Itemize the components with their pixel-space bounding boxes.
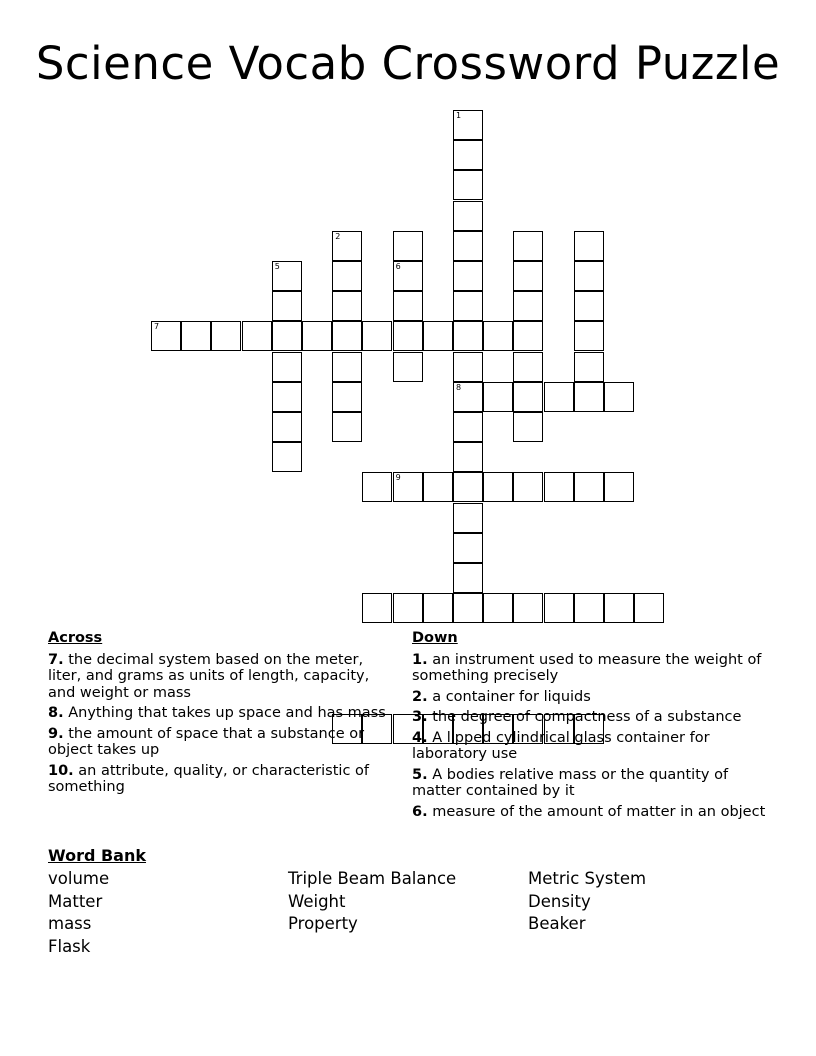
down-clue	[412, 689, 772, 706]
crossword-cell[interactable]	[423, 593, 453, 623]
word-bank-heading: Word Bank	[48, 846, 147, 865]
crossword-cell[interactable]	[513, 321, 543, 351]
crossword-cell[interactable]	[362, 472, 392, 502]
clue-number: 6.	[412, 803, 428, 820]
across-clue	[48, 652, 398, 702]
crossword-cell[interactable]	[272, 412, 302, 442]
word-bank-column-2	[288, 868, 456, 936]
crossword-cell[interactable]	[393, 261, 423, 291]
page-title: Science Vocab Crossword Puzzle	[35, 37, 781, 90]
word-bank-word: mass	[48, 914, 92, 933]
clue-text: Anything that takes up space and has mass	[68, 705, 386, 721]
down-clues	[412, 630, 772, 824]
crossword-cell[interactable]	[453, 140, 483, 170]
crossword-cell[interactable]	[393, 321, 423, 351]
crossword-cell[interactable]	[453, 291, 483, 321]
crossword-cell[interactable]	[332, 231, 362, 261]
clue-number: 5	[274, 262, 280, 271]
word-bank-word: Flask	[48, 936, 91, 956]
crossword-cell[interactable]	[393, 472, 423, 502]
word-bank-word: Triple Beam Balance	[288, 869, 457, 888]
crossword-cell[interactable]	[604, 472, 634, 502]
across-heading: Across	[48, 630, 103, 646]
clue-text: the decimal system based on the meter, liter, and grams as units of length, capacity, and weight or mass	[48, 651, 370, 701]
crossword-cell[interactable]	[453, 261, 483, 291]
crossword-cell[interactable]	[513, 472, 543, 502]
crossword-cell[interactable]	[393, 593, 423, 623]
clue-text: the degree of compactness of a substance	[432, 709, 742, 725]
crossword-cell[interactable]	[453, 352, 483, 382]
word-bank-word: volume	[48, 869, 110, 888]
clue-number: 8	[456, 382, 462, 392]
crossword-cell[interactable]	[181, 321, 211, 351]
crossword-cell[interactable]	[574, 291, 604, 321]
across-clue	[48, 726, 398, 759]
clue-text: A lipped cylindrical glass container for laboratory use	[412, 729, 710, 762]
crossword-cell[interactable]	[513, 593, 543, 623]
crossword-cell[interactable]	[423, 321, 453, 351]
crossword-cell[interactable]	[544, 593, 574, 623]
clue-text: an instrument used to measure the weight of something precisely	[412, 651, 762, 684]
crossword-cell[interactable]	[302, 321, 332, 351]
clue-number: 9	[395, 473, 401, 483]
crossword-cell[interactable]	[272, 352, 302, 382]
crossword-cell[interactable]	[272, 321, 302, 351]
crossword-cell[interactable]	[332, 321, 362, 351]
word-bank-column-3	[528, 868, 646, 936]
clue-number: 4.	[412, 729, 428, 746]
word-bank-word: Beaker	[528, 914, 586, 933]
crossword-cell[interactable]	[513, 231, 543, 261]
clue-text: A bodies relative mass or the quantity of matter contained by it	[412, 766, 729, 799]
crossword-cell[interactable]	[513, 291, 543, 321]
crossword-cell[interactable]	[574, 472, 604, 502]
clue-number: 1	[456, 111, 462, 120]
word-bank-column-1	[48, 868, 109, 958]
clue-number: 8.	[48, 705, 64, 721]
crossword-cell[interactable]	[483, 382, 513, 412]
crossword-cell[interactable]	[272, 261, 302, 291]
crossword-cell[interactable]	[453, 170, 483, 200]
down-clue	[412, 804, 772, 821]
crossword-cell[interactable]	[574, 321, 604, 351]
down-clue	[412, 709, 772, 726]
crossword-cell[interactable]	[242, 321, 272, 351]
crossword-cell[interactable]	[544, 472, 574, 502]
clue-number: 2	[335, 231, 341, 241]
crossword-cell[interactable]	[513, 261, 543, 291]
crossword-cell[interactable]	[151, 321, 181, 351]
down-clue	[412, 767, 772, 800]
crossword-cell[interactable]	[513, 352, 543, 382]
word-bank-word: Metric System	[528, 869, 647, 888]
crossword-cell[interactable]	[574, 231, 604, 261]
clue-text: an attribute, quality, or characteristic of something	[48, 762, 369, 795]
crossword-cell[interactable]	[513, 382, 543, 412]
crossword-cell[interactable]	[393, 352, 423, 382]
crossword-cell[interactable]	[453, 412, 483, 442]
clue-number: 7	[154, 322, 160, 332]
clue-text: measure of the amount of matter in an object	[432, 803, 766, 820]
word-bank-word: Matter	[48, 891, 103, 911]
crossword-cell[interactable]	[574, 352, 604, 382]
crossword-cell[interactable]	[272, 442, 302, 472]
clue-number: 5.	[412, 766, 428, 783]
crossword-cell[interactable]	[211, 321, 241, 351]
crossword-cell[interactable]	[332, 382, 362, 412]
down-clue	[412, 730, 772, 763]
crossword-cell[interactable]	[453, 472, 483, 502]
crossword-cell[interactable]	[544, 382, 574, 412]
crossword-cell[interactable]	[483, 593, 513, 623]
crossword-cell[interactable]	[453, 231, 483, 261]
crossword-cell[interactable]	[453, 503, 483, 533]
clue-number: 9.	[48, 725, 64, 742]
crossword-cell[interactable]	[332, 261, 362, 291]
clue-number: 6	[395, 262, 401, 271]
crossword-cell[interactable]	[332, 291, 362, 321]
crossword-cell[interactable]	[332, 412, 362, 442]
clue-number: 10.	[48, 762, 74, 779]
crossword-cell[interactable]	[393, 291, 423, 321]
crossword-cell[interactable]	[453, 382, 483, 412]
crossword-cell[interactable]	[453, 593, 483, 623]
clue-text: the amount of space that a substance or object takes up	[48, 725, 365, 758]
crossword-cell[interactable]	[362, 593, 392, 623]
crossword-cell[interactable]	[453, 563, 483, 593]
crossword-cell[interactable]	[604, 382, 634, 412]
clue-number: 2.	[412, 688, 428, 705]
clue-number: 3.	[412, 709, 428, 725]
crossword-cell[interactable]	[574, 382, 604, 412]
down-clue	[412, 652, 772, 685]
crossword-cell[interactable]	[453, 533, 483, 563]
crossword-cell[interactable]	[483, 321, 513, 351]
across-clue	[48, 705, 398, 722]
crossword-cell[interactable]	[362, 321, 392, 351]
word-bank-word: Property	[288, 914, 358, 933]
crossword-cell[interactable]	[453, 201, 483, 231]
across-clues	[48, 630, 398, 800]
crossword-cell[interactable]	[453, 110, 483, 140]
crossword-cell[interactable]	[574, 593, 604, 623]
crossword-cell[interactable]	[393, 231, 423, 261]
crossword-cell[interactable]	[634, 593, 664, 623]
clue-text: a container for liquids	[432, 688, 591, 705]
crossword-cell[interactable]	[453, 442, 483, 472]
crossword-cell[interactable]	[513, 412, 543, 442]
crossword-cell[interactable]	[332, 352, 362, 382]
crossword-cell[interactable]	[272, 291, 302, 321]
crossword-cell[interactable]	[483, 472, 513, 502]
across-clue	[48, 763, 398, 796]
down-heading: Down	[412, 630, 458, 646]
word-bank-word: Density	[528, 891, 591, 911]
crossword-cell[interactable]	[574, 261, 604, 291]
clue-number: 7.	[48, 651, 64, 668]
clue-number: 1.	[412, 651, 428, 668]
word-bank-word: Weight	[288, 891, 346, 911]
crossword-cell[interactable]	[423, 472, 453, 502]
crossword-cell[interactable]	[272, 382, 302, 412]
crossword-cell[interactable]	[604, 593, 634, 623]
crossword-cell[interactable]	[453, 321, 483, 351]
